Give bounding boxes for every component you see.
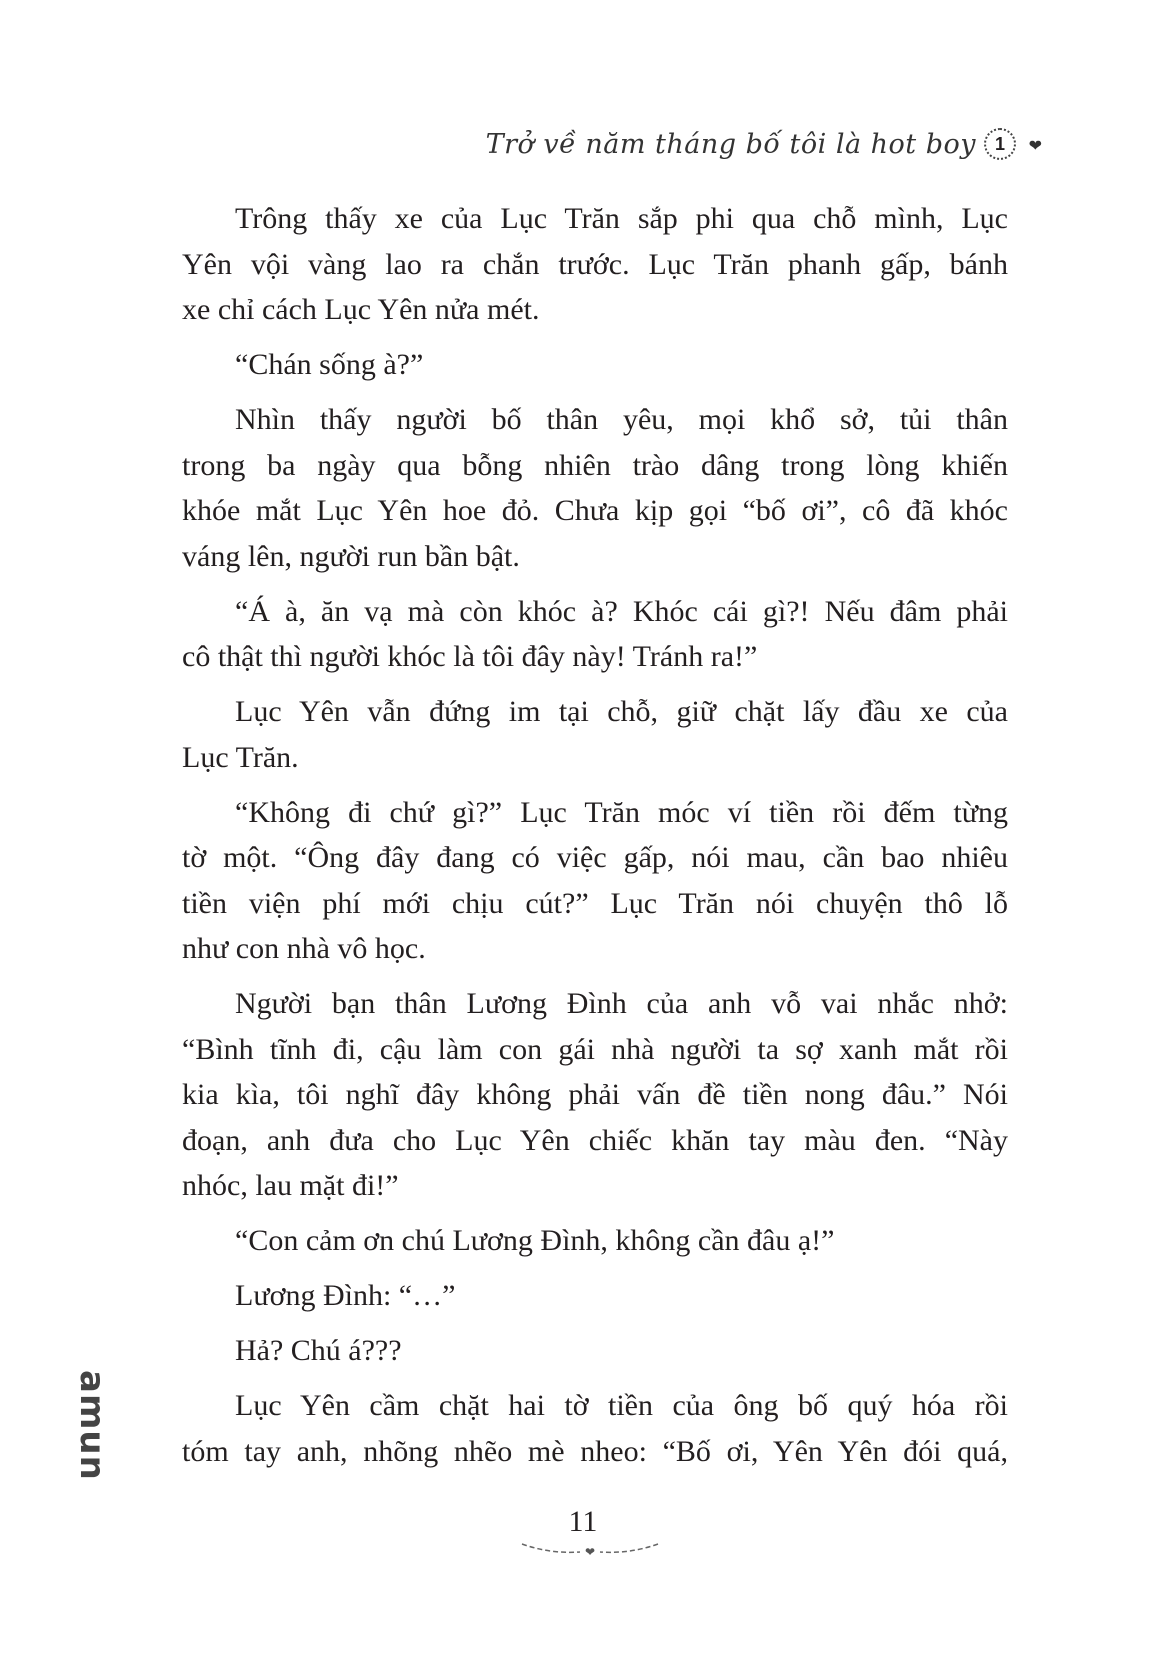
text-line: tờ một. “Ông đây đang có việc gấp, nói mau, cần bao nhiêu [182, 841, 1008, 874]
text-line: Hả? Chú á??? [235, 1334, 402, 1367]
text-line: “Con cảm ơn chú Lương Đình, không cần đâu ạ!” [235, 1224, 835, 1257]
text-line: như con nhà vô học. [182, 932, 426, 965]
heart-icon: ❤ [1028, 138, 1042, 155]
paragraph [182, 981, 1008, 1209]
page-body [182, 196, 1008, 1484]
publisher-logo: amun [72, 1370, 112, 1481]
text-line: trong ba ngày qua bỗng nhiên trào dâng trong lòng khiến [182, 448, 1008, 482]
text-line: tiền viện phí mới chịu cút?” Lục Trăn nói chuyện thô lỗ [182, 886, 1008, 920]
text-line: tóm tay anh, nhõng nhẽo mè nheo: “Bố ơi, Yên Yên đói quá, [182, 1434, 1008, 1468]
paragraph [182, 790, 1008, 972]
book-title: Trở về năm tháng bố tôi là hot boy [485, 128, 976, 160]
text-line: váng lên, người run bần bật. [182, 539, 520, 573]
text-line: Lục Trăn. [182, 740, 299, 774]
ornament-divider [520, 1540, 660, 1560]
heart-icon: ❤ [584, 1545, 596, 1559]
paragraph [182, 342, 1008, 388]
text-line: đoạn, anh đưa cho Lục Yên chiếc khăn tay màu đen. “Này [182, 1123, 1008, 1157]
text-line: xe chỉ cách Lục Yên nửa mét. [182, 293, 540, 326]
text-line: Lục Yên cầm chặt hai tờ tiền của ông bố quý hóa rồi [235, 1389, 1008, 1422]
paragraph [182, 196, 1008, 333]
text-line: Trông thấy xe của Lục Trăn sắp phi qua chỗ mình, Lục [235, 202, 1008, 235]
paragraph [182, 1328, 1008, 1374]
text-line: kia kìa, tôi nghĩ đây không phải vấn đề tiền nong đâu.” Nói [182, 1078, 1008, 1111]
paragraph [182, 689, 1008, 780]
running-header [485, 128, 1042, 160]
text-line: “Chán sống à?” [235, 348, 424, 381]
page-number: 11 [568, 1505, 598, 1538]
text-line: Lương Đình: “…” [235, 1279, 456, 1312]
text-line: nhóc, lau mặt đi!” [182, 1169, 399, 1202]
paragraph [182, 1218, 1008, 1264]
text-line: cô thật thì người khóc là tôi đây này! Tránh ra!” [182, 640, 758, 673]
text-line: “Bình tĩnh đi, cậu làm con gái nhà người ta sợ xanh mắt rồi [182, 1032, 1008, 1066]
text-line: Nhìn thấy người bố thân yêu, mọi khổ sở, tủi thân [235, 403, 1008, 436]
paragraph [182, 397, 1008, 579]
text-line: khóe mắt Lục Yên hoe đỏ. Chưa kịp gọi “bố ơi”, cô đã khóc [182, 494, 1008, 527]
text-line: Yên vội vàng lao ra chắn trước. Lục Trăn phanh gấp, bánh [182, 247, 1008, 281]
text-line: Người bạn thân Lương Đình của anh vỗ vai nhắc nhở: [235, 987, 1008, 1020]
paragraph [182, 589, 1008, 680]
text-line: “Không đi chứ gì?” Lục Trăn móc ví tiền rồi đếm từng [235, 795, 1008, 829]
text-line: “Á à, ăn vạ mà còn khóc à? Khóc cái gì?! Nếu đâm phải [235, 594, 1008, 628]
volume-badge: 1 [984, 128, 1016, 160]
paragraph [182, 1273, 1008, 1319]
paragraph [182, 1383, 1008, 1474]
text-line: Lục Yên vẫn đứng im tại chỗ, giữ chặt lấy đầu xe của [235, 695, 1008, 728]
